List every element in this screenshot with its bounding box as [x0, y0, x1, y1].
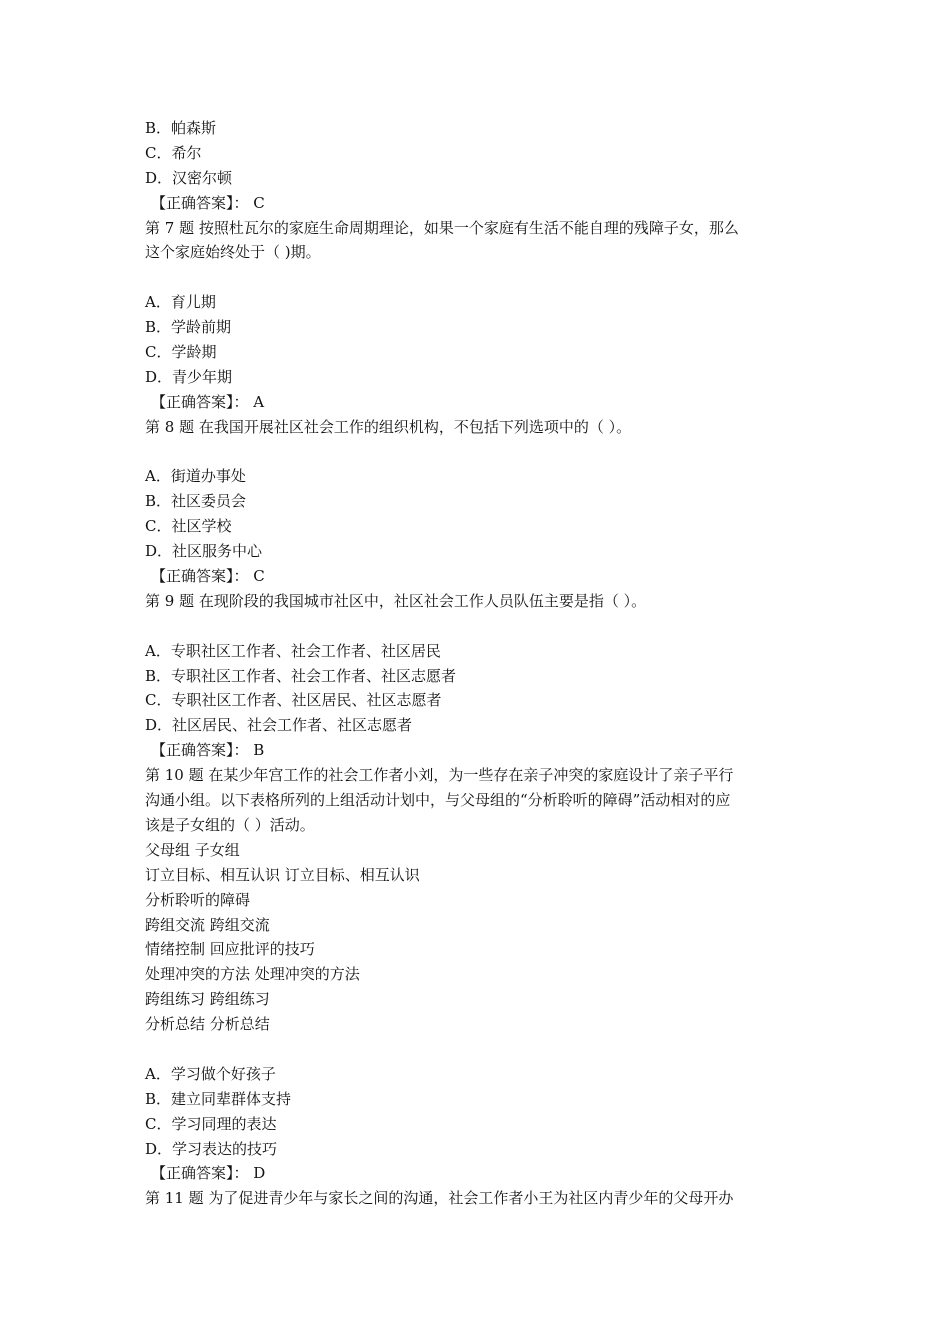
question-text: 沟通小组。以下表格所列的上组活动计划中，与父母组的“分析聆听的障碍”活动相对的应 [145, 791, 731, 810]
table-row-text: 情绪控制 回应批评的技巧 [145, 940, 315, 959]
answer-option: B．专职社区工作者、社会工作者、社区志愿者 [145, 666, 457, 685]
correct-answer: 【正确答案】： C [151, 567, 265, 586]
table-row-text: 跨组练习 跨组练习 [145, 990, 270, 1009]
question-text: 第 10 题 在某少年宫工作的社会工作者小刘，为一些存在亲子冲突的家庭设计了亲子平行 [145, 766, 734, 785]
answer-option: B．社区委员会 [145, 492, 247, 511]
correct-answer: 【正确答案】： A [151, 392, 265, 411]
question-text: 这个家庭始终处于（ )期。 [145, 243, 321, 262]
blank-line [145, 440, 815, 465]
blank-line [145, 1037, 815, 1062]
blank-line [145, 614, 815, 639]
answer-option: B．学龄前期 [145, 318, 232, 337]
answer-option: B．帕森斯 [145, 119, 217, 137]
answer-option: D．社区居民、社会工作者、社区志愿者 [145, 716, 413, 735]
table-row-text: 分析聆听的障碍 [145, 890, 251, 909]
table-row-text: 分析总结 分析总结 [145, 1015, 270, 1034]
answer-option: D．汉密尔顿 [145, 168, 233, 187]
answer-option: C．学龄期 [145, 343, 217, 362]
document-page [145, 116, 815, 1211]
table-row-text: 订立目标、相互认识 订立目标、相互认识 [145, 865, 420, 884]
answer-option: B．建立同辈群体支持 [145, 1089, 292, 1108]
answer-option: C．希尔 [145, 143, 202, 162]
question-text: 第 7 题 按照杜瓦尔的家庭生命周期理论，如果一个家庭有生活不能自理的残障子女，那么 [145, 218, 739, 237]
question-text: 第 11 题 为了促进青少年与家长之间的沟通，社会工作者小王为社区内青少年的父母开办 [145, 1189, 734, 1208]
answer-option: A．街道办事处 [145, 467, 246, 486]
answer-option: A．专职社区工作者、社会工作者、社区居民 [145, 641, 441, 660]
question-text: 第 8 题 在我国开展社区社会工作的组织机构，不包括下列选项中的（ ）。 [145, 417, 632, 436]
correct-answer: 【正确答案】： C [151, 193, 265, 212]
question-text: 该是子女组的（ ）活动。 [145, 815, 315, 834]
answer-option: A．育儿期 [145, 293, 216, 312]
answer-option: C．社区学校 [145, 517, 232, 536]
answer-option: D．青少年期 [145, 367, 233, 386]
answer-option: A．学习做个好孩子 [145, 1064, 276, 1083]
answer-option: D．社区服务中心 [145, 542, 263, 561]
correct-answer: 【正确答案】： D [151, 1164, 266, 1183]
table-row-text: 处理冲突的方法 处理冲突的方法 [145, 965, 360, 984]
table-row-text: 父母组 子女组 [145, 840, 240, 859]
answer-option: C．学习同理的表达 [145, 1114, 277, 1133]
blank-line [145, 265, 815, 290]
answer-option: D．学习表达的技巧 [145, 1139, 278, 1158]
question-text: 第 9 题 在现阶段的我国城市社区中，社区社会工作人员队伍主要是指（ ）。 [145, 591, 647, 610]
table-row-text: 跨组交流 跨组交流 [145, 915, 270, 934]
correct-answer: 【正确答案】： B [151, 741, 265, 760]
answer-option: C．专职社区工作者、社区居民、社区志愿者 [145, 691, 442, 710]
